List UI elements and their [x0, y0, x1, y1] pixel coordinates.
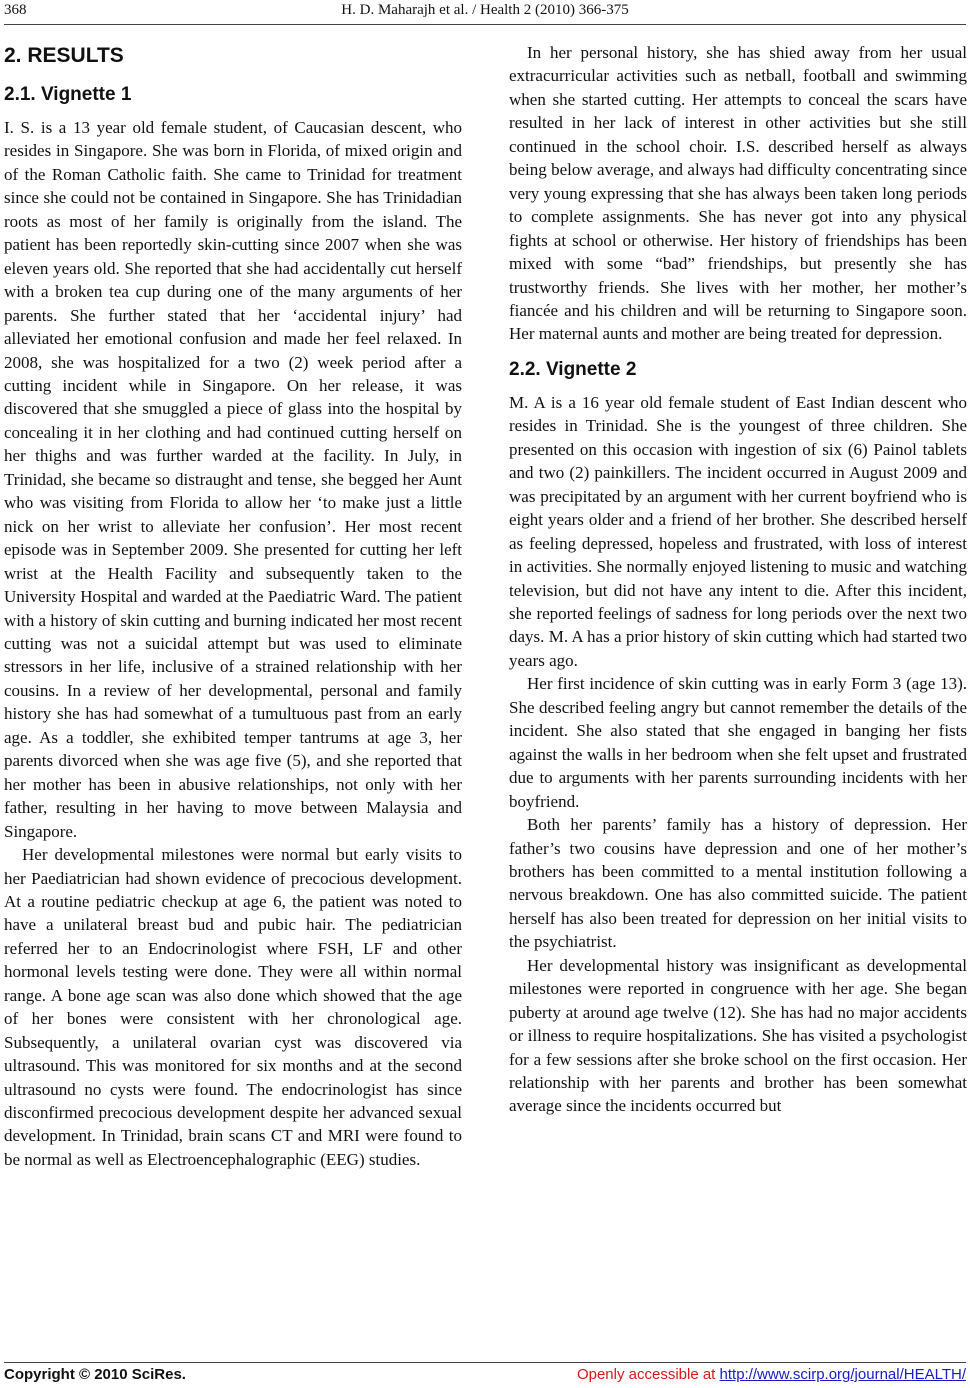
journal-link[interactable]: http://www.scirp.org/journal/HEALTH/	[719, 1366, 966, 1383]
vignette-1-paragraph-3-container	[509, 41, 967, 346]
page-header	[0, 2, 970, 22]
section-gap	[509, 346, 967, 357]
vignette-1-paragraph-2: Her developmental milestones were normal but early visits to her Paediatrician had shown evidence of precocious development. At a routine pediatric checkup at age 6, the patient was noted to have a unilateral breast bud and pubic hair. The pediatrician referred her to an Endocrinologist where FSH, LF and other hormonal levels testing were done. They were all within normal range. A bone age scan was also done which showed that the age of her bones were consistent with her chronological age. Subsequently, a unilateral ovarian cyst was discovered via ultrasound. This was monitored for six months and at the second ultrasound no cysts were found. The endocrinologist has since disconfirmed precocious development despite her advanced sexual development. In Trinidad, brain scans CT and MRI were found to be normal as well as Electroencephalographic (EEG) studies.	[4, 845, 462, 1169]
header-rule	[4, 24, 966, 25]
left-column	[4, 40, 462, 1171]
vignette-2-paragraph-1: M. A is a 16 year old female student of East Indian descent who resides in Trinidad. She is the youngest of three children. She presented on this occasion with ingestion of six (6) Painol tablets and two (2) painkillers. The incident occurred in August 2009 and was precipitated by an argument with her current boyfriend who is eight years older and a friend of her brother. She described herself as feeling depressed, hopeless and frustrated, with loss of interest in activities. She normally enjoyed listening to music and watching television, but did not have any intent to die. After this incident, she reported feelings of sadness for long periods over the next two days. M. A has a prior history of skin cutting which had started two years ago.	[509, 392, 967, 670]
page-number: 368	[4, 2, 27, 18]
vignette-1-paragraph-3: In her personal history, she has shied away from her usual extracurricular activities such as netball, football and swimming when she started cutting. Her attempts to conceal the scars have resulted in her lack of interest in other activities but she still continued in the school choir. I.S. described herself as always being below average, and always had difficulty concentrating since very young expressing that she has always been taken long periods to complete assignments. She has never got into any physical fights at school or otherwise. Her history of friendships has been mixed with some “bad” friendships, but presently she has trustworthy friends. She lives with her mother, her mother’s fiancée and his children and will be returning to Singapore soon. Her maternal aunts and mother are being treated for depression.	[509, 43, 967, 344]
section-title: 2. RESULTS	[4, 44, 124, 67]
open-access-notice	[577, 1366, 966, 1383]
copyright-notice: Copyright © 2010 SciRes.	[4, 1366, 186, 1383]
vignette-1-title: 2.1. Vignette 1	[4, 84, 132, 105]
vignette-2-paragraph-2: Her first incidence of skin cutting was in early Form 3 (age 13). She described feeling angry but cannot remember the details of the incident. She also stated that she engaged in banging her fists against the walls in her bedroom when she felt upset and frustrated due to arguments with her parents surrounding incidents with her boyfriend.	[509, 674, 967, 811]
vignette-1-paragraph-1: I. S. is a 13 year old female student, of Caucasian descent, who resides in Singapore. She was born in Florida, of mixed origin and of the Roman Catholic faith. She came to Trinidad for treatment since she could not be contained in Singapore. She has Trinidadian roots as most of her family is originally from the island. The patient has been reportedly skin-cutting since 2007 when she was eleven years old. She reported that she had accidentally cut herself with a broken tea cup during one of the many arguments of her parents. She further stated that her ‘accidental injury’ had alleviated her emotional confusion and made her feel relaxed. In 2008, she was hospitalized for a two (2) week period after a cutting incident while in Singapore. On her release, it was discovered that she smuggled a piece of glass into the hospital by concealing it in her clothing and had continued cutting herself on her thighs and was further warded at the facility. In July, in Trinidad, she became so distraught and tense, she begged her Aunt who was visiting from Florida to allow her ‘to make just a little nick on her wrist to alleviate her confusion’. Her most recent episode was in September 2009. She presented for cutting her left wrist at the Health Facility and subsequently taken to the University Hospital and warded at the Paediatric Ward. The patient with a history of skin cutting and burning indicated her most recent cutting was not a suicidal attempt but was used to eliminate stressors in her life, inclusive of a strained relationship with her cousins. In a review of her developmental, personal and family history she has had somewhat of a tumultuous past from an early age. As a toddler, she exhibited temper tantrums at age 3, her parents divorced when she was age five (5), and she reported that her mother has been in abusive relationships, not only with her father, resulting in her having to move between Malaysia and Singapore.	[4, 118, 462, 841]
footer-rule	[4, 1362, 966, 1363]
running-head: H. D. Maharajh et al. / Health 2 (2010) 366-375	[341, 2, 629, 18]
right-column	[509, 41, 967, 1118]
open-access-label: Openly accessible at	[576, 1366, 716, 1383]
page-footer	[0, 1366, 970, 1386]
vignette-2-title: 2.2. Vignette 2	[509, 358, 637, 380]
vignette-2-paragraph-4: Her developmental history was insignificant as developmental milestones were reported in congruence with her age. She began puberty at around age twelve (12). She has had no major accidents or illness to require hospitalizations. She has visited a psychologist for a few sessions after she broke school on the first occasion. Her relationship with her parents and brother has been somewhat average since the incidents occurred but	[509, 955, 967, 1116]
vignette-2-paragraph-3: Both her parents’ family has a history of depression. Her father’s two cousins have depression and one of her mother’s brothers has been committed to a mental institution following a nervous breakdown. One has also committed suicide. The patient herself has also been treated for depression on her initial visits to the psychiatrist.	[509, 815, 967, 952]
